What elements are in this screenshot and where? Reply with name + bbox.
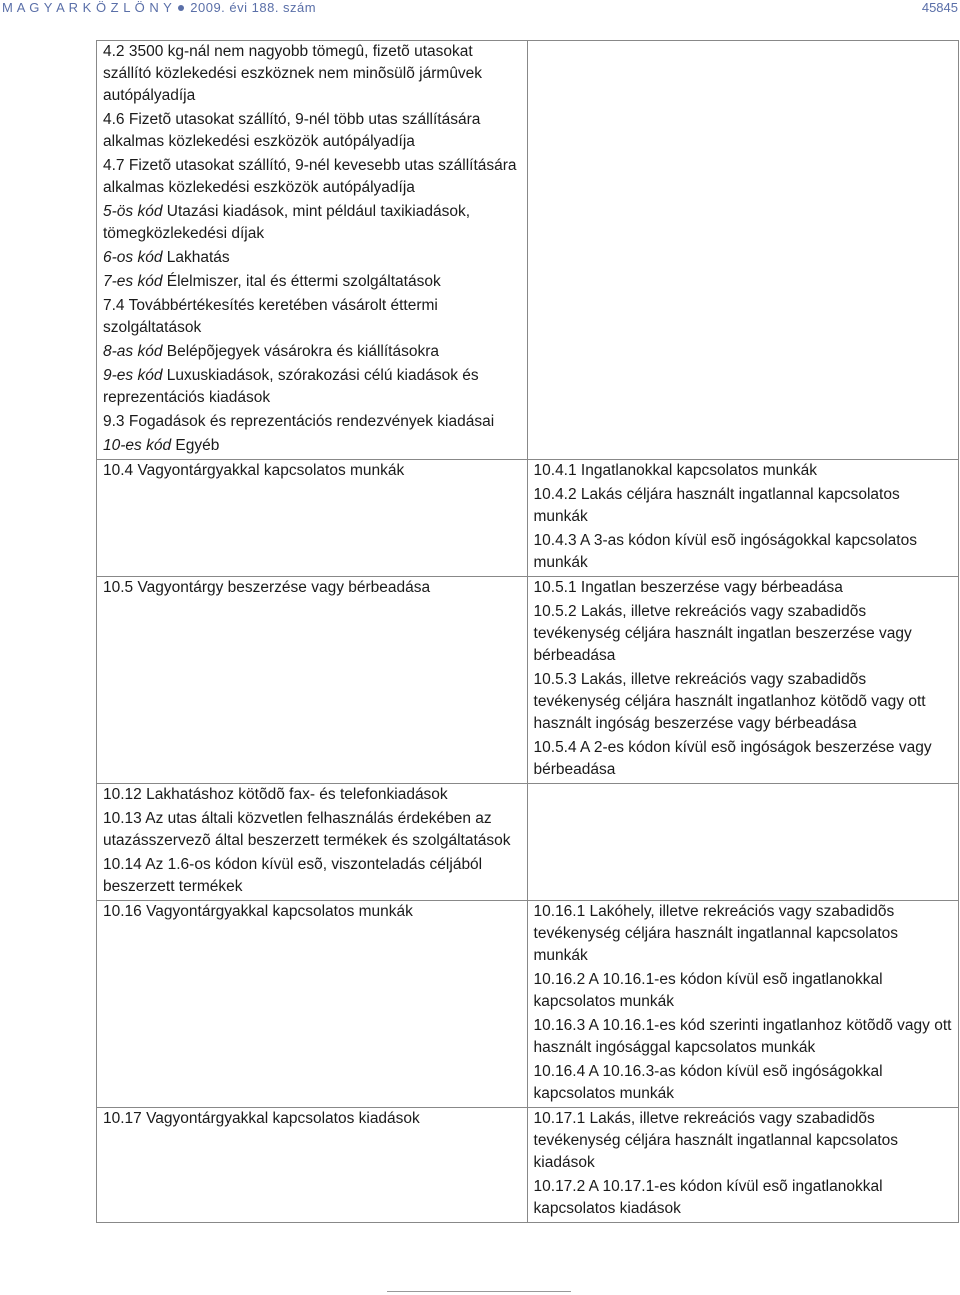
left-entry — [103, 1108, 521, 1130]
code-table — [96, 40, 959, 1223]
entry-text: 10.12 Lakhatáshoz kötõdõ fax- és telefonkiadások — [103, 786, 448, 803]
right-entry — [534, 669, 952, 735]
right-entry — [534, 460, 952, 482]
entry-text: 10.4.1 Ingatlanokkal kapcsolatos munkák — [533, 462, 817, 479]
entry-text: Belépõjegyek vásárokra és kiállításokra — [162, 343, 440, 360]
entry-text: 10.16 Vagyontárgyakkal kapcsolatos munkák — [103, 903, 413, 920]
table-row — [97, 901, 959, 1108]
entry-text: 10.4.3 A 3-as kódon kívül esõ ingóságokkal kapcsolatos munkák — [533, 532, 917, 571]
code-label: 7-es kód — [103, 273, 163, 290]
left-entry — [103, 341, 521, 363]
right-cell — [527, 41, 958, 460]
page-header — [0, 0, 960, 18]
code-table-body — [97, 41, 959, 1223]
right-entry — [534, 1015, 952, 1059]
left-entry — [103, 577, 521, 599]
entry-text: 10.16.4 A 10.16.3-as kódon kívül esõ ingóságokkal kapcsolatos munkák — [533, 1063, 883, 1102]
entry-text: Lakhatás — [162, 249, 230, 266]
entry-text: 4.2 3500 kg-nál nem nagyobb tömegû, fizetõ utasokat szállító közlekedési eszköznek nem minõsülõ jármûvek autópályadíja — [103, 43, 483, 104]
left-cell — [97, 577, 528, 784]
entry-text: 10.16.2 A 10.16.1-es kódon kívül esõ ingatlanokkal kapcsolatos munkák — [533, 971, 883, 1010]
code-label: 9-es kód — [103, 367, 163, 384]
left-cell — [97, 784, 528, 901]
table-row — [97, 41, 959, 460]
entry-text: 10.17.1 Lakás, illetve rekreációs vagy szabadidõs tevékenység céljára használt ingatlannal kapcsolatos kiadások — [533, 1110, 898, 1171]
left-entry — [103, 41, 521, 107]
right-entry — [534, 737, 952, 781]
left-entry — [103, 271, 521, 293]
table-row — [97, 784, 959, 901]
table-row — [97, 577, 959, 784]
bullet-separator-icon — [178, 5, 184, 11]
entry-text: 10.14 Az 1.6-os kódon kívül esõ, viszonteladás céljából beszerzett termékek — [103, 856, 483, 895]
entry-text: 10.4.2 Lakás céljára használt ingatlannal kapcsolatos munkák — [533, 486, 900, 525]
entry-text: 10.17.2 A 10.17.1-es kódon kívül esõ ingatlanokkal kapcsolatos kiadások — [533, 1178, 883, 1217]
left-entry — [103, 784, 521, 806]
entry-text: 10.16.1 Lakóhely, illetve rekreációs vagy szabadidõs tevékenység céljára használt ingatlannal kapcsolatos munkák — [533, 903, 898, 964]
left-entry — [103, 295, 521, 339]
left-entry — [103, 411, 521, 433]
code-label: 10-es kód — [103, 437, 172, 454]
entry-text: 10.5.4 A 2-es kódon kívül esõ ingóságok beszerzése vagy bérbeadása — [533, 739, 932, 778]
right-entry — [534, 1176, 952, 1220]
entry-text: 10.4 Vagyontárgyakkal kapcsolatos munkák — [103, 462, 405, 479]
entry-text: 10.5.2 Lakás, illetve rekreációs vagy szabadidõs tevékenység céljára használt ingatlan beszerzése vagy bérbeadása — [533, 603, 912, 664]
entry-text: Egyéb — [171, 437, 220, 454]
left-entry — [103, 435, 521, 457]
journal-title — [2, 0, 316, 15]
right-cell — [527, 460, 958, 577]
left-cell — [97, 901, 528, 1108]
entry-text: 4.6 Fizetõ utasokat szállító, 9-nél több utas szállítására alkalmas közlekedési eszközök autópályadíja — [103, 111, 481, 150]
left-entry — [103, 109, 521, 153]
left-entry — [103, 901, 521, 923]
entry-text: 7.4 Továbbértékesítés keretében vásárolt éttermi szolgáltatások — [103, 297, 438, 336]
left-cell — [97, 1108, 528, 1223]
entry-text: 10.16.3 A 10.16.1-es kód szerinti ingatlanhoz kötõdõ vagy ott használt ingósággal kapcsolatos munkák — [533, 1017, 952, 1056]
code-label: 5-ös kód — [103, 203, 163, 220]
left-entry — [103, 155, 521, 199]
entry-text: 10.5 Vagyontárgy beszerzése vagy bérbeadása — [103, 579, 431, 596]
right-cell — [527, 784, 958, 901]
journal-name: M A G Y A R K Ö Z L Ö N Y — [2, 0, 173, 15]
left-entry — [103, 247, 521, 269]
left-entry — [103, 201, 521, 245]
entry-text: Élelmiszer, ital és éttermi szolgáltatások — [162, 273, 441, 290]
left-entry — [103, 365, 521, 409]
entry-text: 9.3 Fogadások és reprezentációs rendezvények kiadásai — [103, 413, 495, 430]
right-entry — [534, 1061, 952, 1105]
right-entry — [534, 530, 952, 574]
left-entry — [103, 808, 521, 852]
left-cell — [97, 460, 528, 577]
table-row — [97, 460, 959, 577]
entry-text: 10.5.1 Ingatlan beszerzése vagy bérbeadása — [533, 579, 843, 596]
left-cell — [97, 41, 528, 460]
right-entry — [534, 1108, 952, 1174]
footer-rule — [387, 1291, 571, 1292]
left-entry — [103, 460, 521, 482]
right-cell — [527, 901, 958, 1108]
entry-text: Utazási kiadások, mint például taxikiadások, tömegközlekedési díjak — [103, 203, 471, 242]
table-row — [97, 1108, 959, 1223]
right-entry — [534, 484, 952, 528]
entry-text: 10.17 Vagyontárgyakkal kapcsolatos kiadások — [103, 1110, 420, 1127]
entry-text: Luxuskiadások, szórakozási célú kiadások és reprezentációs kiadások — [103, 367, 479, 406]
right-cell — [527, 1108, 958, 1223]
right-entry — [534, 577, 952, 599]
code-label: 8-as kód — [103, 343, 163, 360]
right-entry — [534, 601, 952, 667]
right-entry — [534, 901, 952, 967]
entry-text: 10.5.3 Lakás, illetve rekreációs vagy szabadidõs tevékenység céljára használt ingatlanhoz kötõdõ vagy ott használt ingóság beszerzése vagy bérbeadása — [533, 671, 926, 732]
page-number: 45845 — [921, 0, 958, 15]
left-entry — [103, 854, 521, 898]
entry-text: 10.13 Az utas általi közvetlen felhasználás érdekében az utazásszervezõ által beszerzett termékek és szolgáltatások — [103, 810, 511, 849]
right-entry — [534, 969, 952, 1013]
issue-label: 2009. évi 188. szám — [190, 0, 317, 15]
code-label: 6-os kód — [103, 249, 163, 266]
right-cell — [527, 577, 958, 784]
entry-text: 4.7 Fizetõ utasokat szállító, 9-nél kevesebb utas szállítására alkalmas közlekedési eszközök autópályadíja — [103, 157, 517, 196]
